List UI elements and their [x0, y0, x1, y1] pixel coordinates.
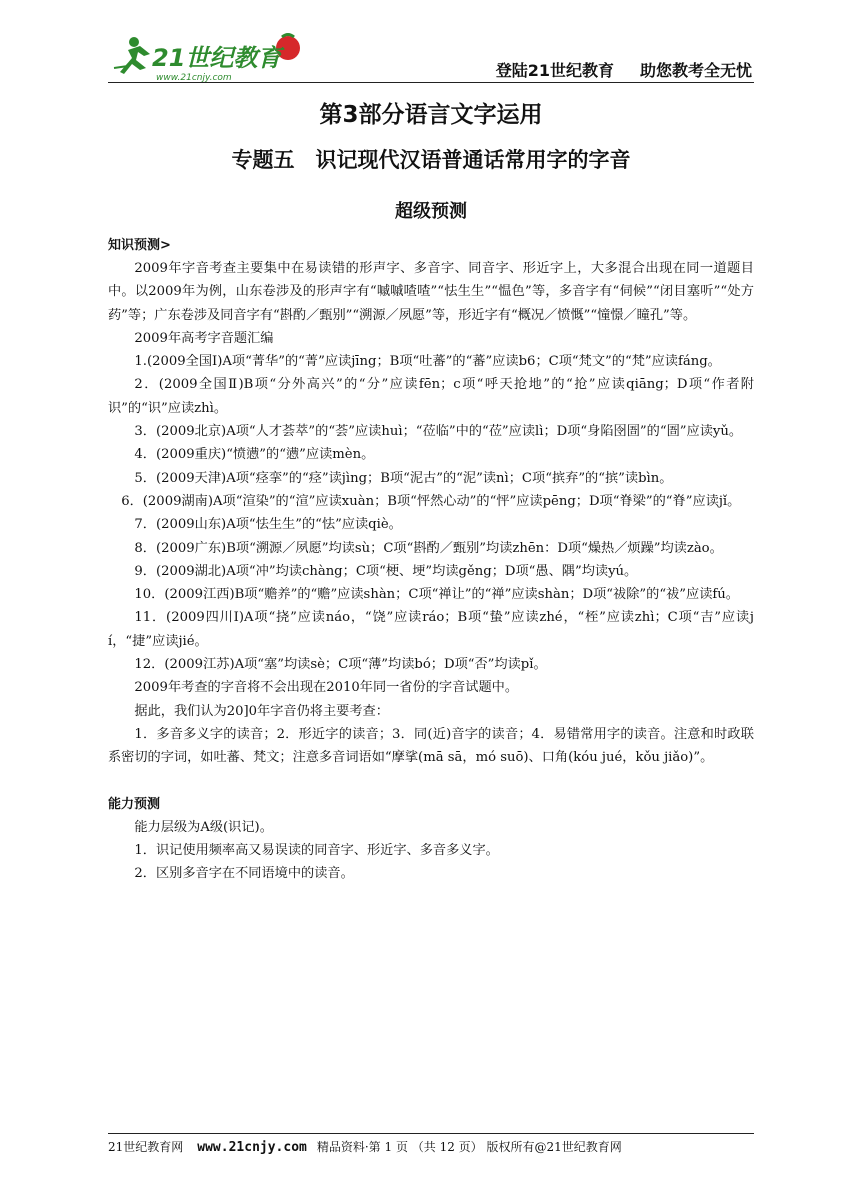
paragraph: 2．(2009全国Ⅱ)B项“分外高兴”的“分”应读fēn；c项“呼天抢地”的“抢”应读qiāng；D项“作者附识”的“识”应读zhì。	[108, 377, 754, 416]
header-divider	[108, 82, 754, 83]
paragraph: 据此，我们认为20]0年字音仍将主要考查：	[134, 703, 389, 719]
paragraph: 10．(2009江西)B项“赡养”的“赡”应读shàn；C项“禅让”的“禅”应读shàn；D项“祓除”的“祓”应读fú。	[134, 587, 739, 603]
paragraph: 能力层级为A级(识记)。	[134, 819, 273, 835]
header-slogan	[496, 58, 752, 81]
knowledge-heading: 知识预测>	[108, 238, 171, 253]
paragraph: 3．(2009北京)A项“人才荟萃”的“荟”应读huì；“莅临”中的“莅”应读lì；D项“身陷囹圄”的“圄”应读yǔ。	[134, 424, 743, 440]
footer-divider	[108, 1133, 754, 1134]
paragraph: 9．(2009湖北)A项“冲”均读chàng；C项“梗、埂”均读gěng；D项“愚、隅”均读yú。	[134, 563, 638, 579]
document-body	[108, 92, 754, 885]
21cnjy-logo	[112, 28, 312, 84]
footer-left: 21世纪教育网	[108, 1140, 184, 1154]
page-footer	[108, 1138, 754, 1157]
footer-site-link[interactable]: www.21cnjy.com	[197, 1140, 307, 1155]
paragraph: 6．(2009湖南)A项“渲染”的“渲”应读xuàn；B项“怦然心动”的“怦”应读pēng；D项“脊梁”的“脊”应读jǐ。	[121, 493, 741, 509]
ability-heading: 能力预测	[108, 796, 161, 812]
paragraph: 11．(2009四川I)A项“挠”应读náo，“饶”应读ráo；B项“蛰”应读zhé，“桎”应读zhì；C项“吉”应读jí，“捷”应读jié。	[108, 610, 754, 649]
paragraph: 12．(2009江苏)A项“塞”均读sè；C项“薄”均读bó；D项“否”均读pǐ。	[134, 657, 547, 673]
page-header	[0, 0, 860, 90]
paragraph: 1.(2009全国I)A项“菁华”的“菁”应读jīng；B项“吐蕃”的“蕃”应读b6；C项“梵文”的“梵”应读fáng。	[134, 354, 721, 370]
section-heading: 超级预测	[395, 201, 467, 222]
paragraph: 5．(2009天津)A项“痉挛”的“痉”读jìng；B项“泥古”的“泥”读nì；C项“摈弃”的“摈”读bìn。	[134, 470, 673, 486]
logo-text: 21世纪教育	[152, 44, 282, 72]
slogan-right: 助您教考全无忧	[639, 61, 752, 80]
slogan-left: 登陆21世纪教育	[495, 61, 614, 80]
paragraph: 8．(2009广东)B项“溯源／夙愿”均读sù；C项“斟酌／甄别”均读zhēn：D项“燥热／烦躁”均读zào。	[134, 540, 723, 556]
spacer	[108, 770, 754, 793]
paragraph: 2．区别多音字在不同语境中的读音。	[134, 866, 354, 882]
paragraph: 1．识记使用频率高又易误读的同音字、形近字、多音多义字。	[134, 842, 499, 858]
paragraph: 1．多音多义字的读音；2．形近字的读音；3．同(近)音字的读音；4．易错常用字的读音。注意和时政联系密切的字词，如吐蕃、梵文；注意多音词语如“摩挲(mā sā，mó suō)、口角(kóu jué，kǒu jiǎo)”。	[108, 726, 754, 766]
paragraph: 2009年高考字音题汇编	[134, 330, 274, 346]
page-title: 第3部分语言文字运用	[319, 102, 543, 128]
paragraph: 4．(2009重庆)“愤懑”的“懑”应读mèn。	[134, 447, 375, 463]
paragraph: 7．(2009山东)A项“怯生生”的“怯”应读qiè。	[134, 517, 402, 533]
footer-right: 精品资料·第 1 页 （共 12 页） 版权所有@21世纪教育网	[316, 1140, 622, 1154]
topic-title: 专题五 识记现代汉语普通话常用字的字音	[231, 148, 631, 172]
paragraph: 2009年字音考查主要集中在易读错的形声字、多音字、同音字、形近字上，大多混合出现在同一道题目中。以2009年为例，山东卷涉及的形声字有“嘁嘁喳喳”“怯生生”“愠色”等，多音字有“伺候”“闭目塞听”“处方药”等；广东卷涉及同音字有“斟酌／甄别”“溯源／夙愿”等，形近字有“概况／愤慨”“憧憬／瞳孔”等。	[108, 261, 754, 323]
logo-url: www.21cnjy.com	[156, 73, 232, 83]
paragraph: 2009年考查的字音将不会出现在2010年同一省份的字音试题中。	[134, 680, 519, 696]
